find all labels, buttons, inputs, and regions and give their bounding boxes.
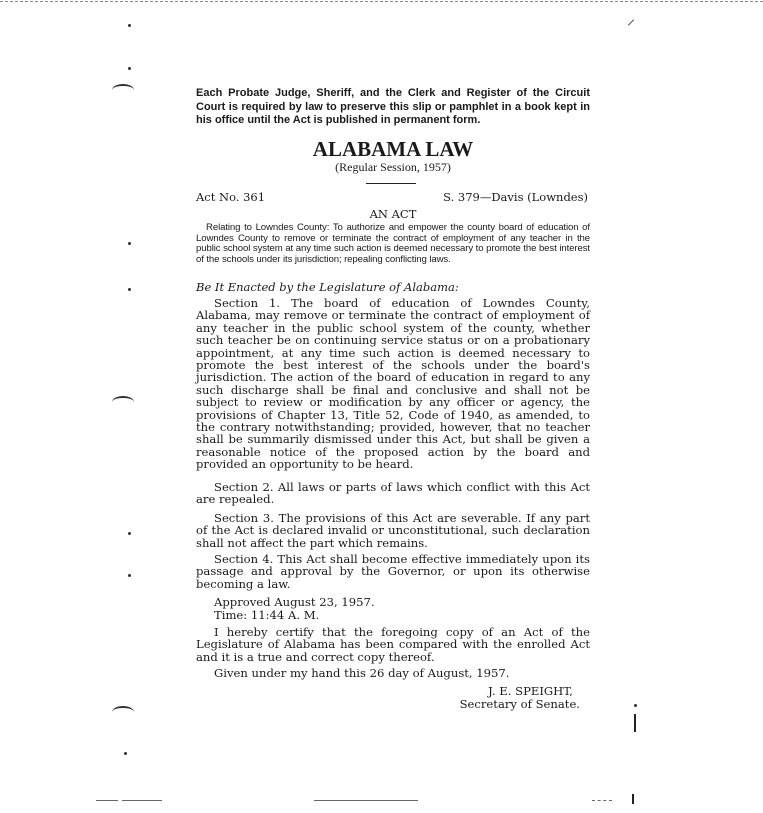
act-number: Act No. 361	[196, 190, 266, 204]
punch-hole-mark	[112, 396, 134, 408]
signer-name: J. E. SPEIGHT,	[488, 684, 573, 698]
section-3: Section 3. The provisions of this Act are severable. If any part of the Act is declared invalid or unconstitutional, such declaration shall not affect the part which remains.	[196, 511, 590, 550]
scan-speck	[128, 574, 131, 577]
scan-speck	[128, 67, 131, 70]
act-heading: AN ACT	[369, 207, 417, 221]
scan-mark	[122, 800, 162, 801]
scan-mark	[632, 794, 634, 804]
given-under-hand: Given under my hand this 26 day of August, 1957.	[214, 666, 510, 680]
session-subtitle: (Regular Session, 1957)	[335, 160, 451, 174]
preservation-notice: Each Probate Judge, Sheriff, and the Clerk and Register of the Circuit Court is required by law to preserve this slip or pamphlet in a book kept in his office until the Act is published in permanent form.	[196, 87, 590, 126]
scan-speck	[128, 532, 131, 535]
scan-mark	[96, 800, 118, 801]
scan-mark	[314, 800, 418, 801]
scan-speck	[128, 24, 131, 27]
scan-speck	[128, 288, 131, 291]
bill-number: S. 379—Davis (Lowndes)	[443, 190, 588, 204]
scan-speck	[124, 752, 127, 755]
punch-hole-mark	[112, 84, 134, 96]
section-4: Section 4. This Act shall become effective immediately upon its passage and approval by the Governor, or upon its otherwise becoming a law.	[196, 552, 590, 591]
top-dashed-edge	[0, 1, 763, 2]
certification-text: I hereby certify that the foregoing copy of an Act of the Legislature of Alabama has been compared with the enrolled Act and it is a true and correct copy thereof.	[196, 625, 590, 664]
scan-speck	[634, 704, 637, 707]
act-synopsis: Relating to Lowndes County: To authorize and empower the county board of education of Lowndes County to remove or terminate the contract of employment of any teacher in the public school system at any time such action is deemed necessary to promote the best interest of the schools under its jurisdiction; repealing conflicting laws.	[196, 222, 590, 265]
signer-title: Secretary of Senate.	[459, 697, 580, 711]
title-rule	[366, 183, 416, 184]
approval-time: Time: 11:44 A. M.	[214, 608, 320, 622]
punch-hole-mark	[112, 706, 134, 718]
scan-mark	[628, 19, 634, 25]
section-2: Section 2. All laws or parts of laws which conflict with this Act are repealed.	[196, 480, 590, 507]
scan-mark	[634, 714, 636, 732]
section-1: Section 1. The board of education of Lowndes County, Alabama, may remove or terminate the contract of employment of any teacher in the public school system of the county, whether such teacher be on continuing service status or on a probationary appointment, at any time such action is deemed necessary to promote the best interest of the schools under the board's jurisdiction. The action of the board of education in regard to any such discharge shall be final and conclusive and shall not be subject to review or modification by any officer or agency, the provisions of Chapter 13, Title 52, Code of 1940, as amended, to the contrary notwithstanding; provided, however, that no teacher shall be summarily dismissed under this Act, but shall be given a reasonable notice of the proposed action by the board and provided an opportunity to be heard.	[196, 296, 590, 472]
scan-mark	[592, 800, 612, 801]
document-title: ALABAMA LAW	[312, 137, 474, 161]
scan-speck	[128, 242, 131, 245]
enacting-clause: Be It Enacted by the Legislature of Alabama:	[196, 280, 459, 294]
approval-date: Approved August 23, 1957.	[214, 595, 375, 609]
